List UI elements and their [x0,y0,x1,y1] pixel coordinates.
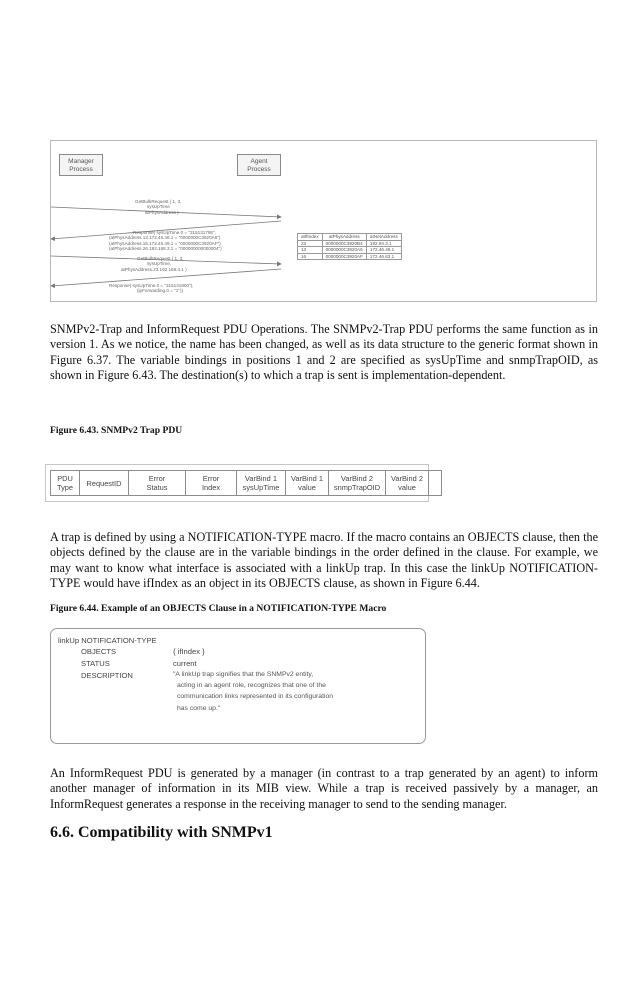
mib-address-table [297,233,402,260]
pdu-field-pdu-type: PDU Type [51,471,80,496]
pdu-field-more [429,471,442,496]
paragraph-trap-inform: SNMPv2-Trap and InformRequest PDU Operations. The SNMPv2-Trap PDU performs the same function as in version 1. As we notice, the name has been changed, as well as its data structure to the generic format shown in Figure 6.37. The variable bindings in positions 1 and 2 are specified as sysUpTime and snmpTrapOID, as shown in Figure 6.43. The destination(s) to which a trap is sent is implementation-dependent. [50,322,598,383]
mib-table-header-row [298,234,402,241]
mib-table-cell: 13 [298,247,323,254]
mib-table-cell: 192.94.3.1 [366,240,401,247]
snmpv2-trap-pdu-table [50,470,442,496]
macro-objects-value: { ifIndex } [173,647,205,656]
mib-table-cell: 0000000C3920AF [322,253,366,260]
figure-6-43-caption: Figure 6.43. SNMPv2 Trap PDU [50,425,183,436]
notification-type-macro-box [50,628,426,744]
mib-table-row [298,247,402,254]
description-line: has come up." [177,704,221,712]
pdu-field-error-index: Error Index [186,471,237,496]
pdu-field-varbind1-value: VarBind 1 value [286,471,329,496]
pdu-field-varbind1-name: VarBind 1 sysUpTime [237,471,286,496]
description-line: "A linkUp trap signifies that the SNMPv2 entity, [173,671,314,678]
mib-table-header: atIfIndex [298,234,323,241]
mib-table-cell: 0000000C3920A6 [322,247,366,254]
mib-table-row [298,253,402,260]
description-line: acting in an agent role, recognizes that one of the [177,682,326,690]
mib-table-cell: 172.46.46.1 [366,247,401,254]
mib-table-cell: 23 [298,240,323,247]
pdu-field-varbind2-value: VarBind 2 value [386,471,429,496]
mib-table-cell: 172.46.63.1 [366,253,401,260]
macro-status-key: STATUS [81,659,110,668]
macro-description-text [173,669,333,714]
mib-table-cell: 0000000C3920B4 [322,240,366,247]
response-1-text: Response( sysUpTime.0 = "315131795", (atPhysAddress.13.172.46.46.1 = "0000000C3920A6") (atPhysAddress.15.172.46.49.1 = "0000000C3920AF") (atPhysAddress.26.192.168.3.1 = "000000000000004") [109,230,222,252]
pdu-field-request-id: RequestID [80,471,129,496]
request-1-text: GetBulkRequest ( 1, 3, sysUpTime atPhysAddress ) [135,199,182,215]
manager-label-line1: Manager [68,158,94,165]
pdu-field-varbind2-name: VarBind 2 snmpTrapOID [329,471,386,496]
section-heading: 6.6. Compatibility with SNMPv1 [50,824,273,841]
pdu-row [51,471,442,496]
mib-table-header: atPhysAddress [322,234,366,241]
request-2-text: GetBulkRequest ( 1, 3, sysUpTime, atPhysAddress.23.192.168.3.1 ) [121,256,187,272]
getbulk-sequence-diagram [50,140,597,302]
sequence-arrows [51,141,596,301]
mib-table-row [298,240,402,247]
description-line: communication links represented in its configuration [177,693,334,701]
mib-table-header: atNetAddress [366,234,401,241]
macro-objects-key: OBJECTS [81,647,117,656]
mib-table-cell: 16 [298,253,323,260]
paragraph-inform-request: An InformRequest PDU is generated by a manager (in contrast to a trap generated by an agent) to inform another manager of information in its MIB view. While a trap is received passively by a manager, an InformRequest generates a response in the receiving manager to send to the sending manager. [50,766,598,811]
pdu-field-error-status: Error Status [129,471,186,496]
agent-label-line1: Agent [250,158,268,165]
macro-status-value: current [173,659,197,668]
paragraph-notification-type: A trap is defined by using a NOTIFICATION-TYPE macro. If the macro contains an OBJECTS clause, then the objects defined by the clause are in the variable bindings in the order defined in the clause. For example, we may want to know what interface is associated with a linkUp trap. In this case the linkUp NOTIFICATION-TYPE would have ifIndex as an object in its OBJECTS clause, as shown in Figure 6.44. [50,530,598,591]
macro-header: linkUp NOTIFICATION-TYPE [58,636,157,645]
manager-label-line2: Process [69,166,93,173]
agent-label-line2: Process [247,166,271,173]
macro-description-key: DESCRIPTION [81,671,133,680]
response-2-text: Response( sysUpTime.0 = "315131800"), (ipForwarding.0 = "1")) [109,283,194,294]
figure-6-44-caption: Figure 6.44. Example of an OBJECTS Clause in a NOTIFICATION-TYPE Macro [50,603,387,614]
